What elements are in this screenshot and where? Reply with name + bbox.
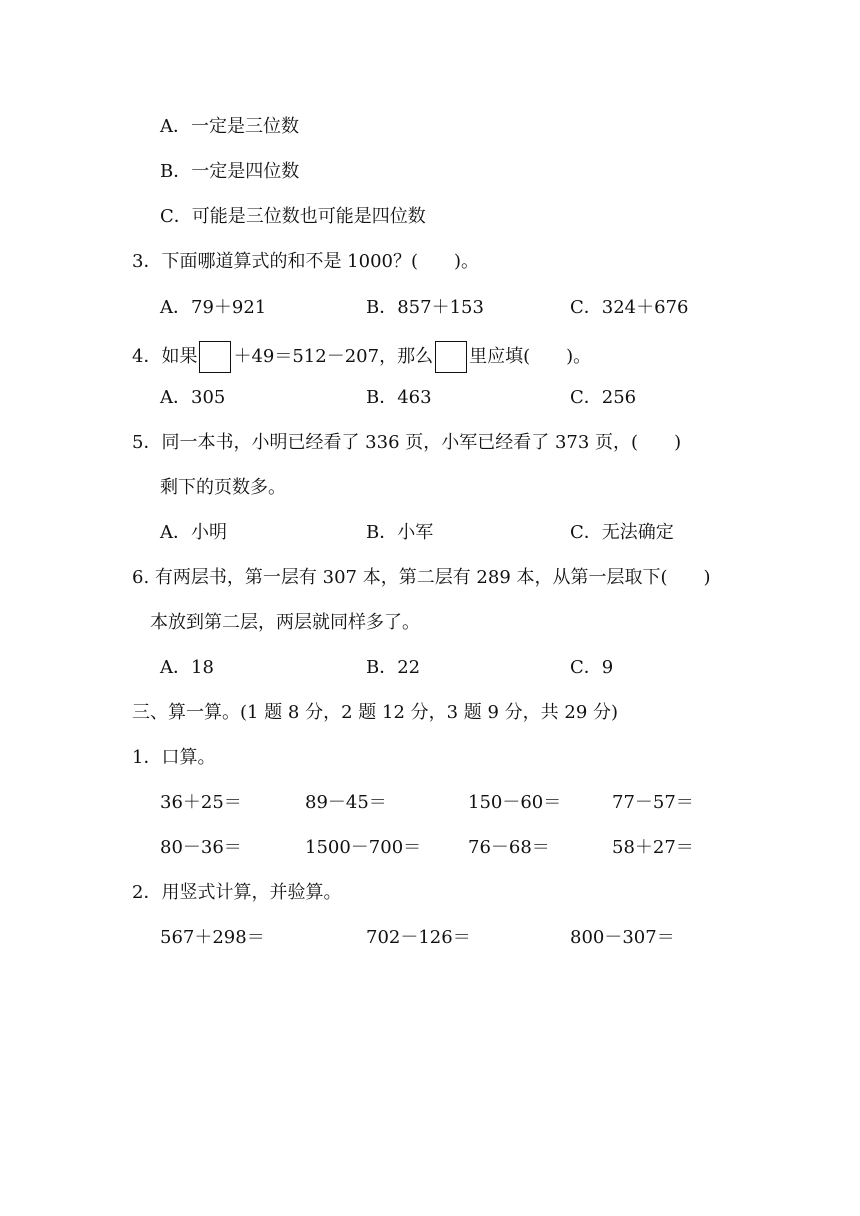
q2-option-b: B．一定是四位数 xyxy=(160,161,300,182)
q5-option-c: C．无法确定 xyxy=(570,522,674,543)
q4-stem-pre: 4．如果 xyxy=(132,346,198,367)
section-3-heading: 三、算一算。(1 题 8 分，2 题 12 分，3 题 9 分，共 29 分) xyxy=(132,702,619,723)
q3-option-b: B．857＋153 xyxy=(366,297,484,318)
q4-stem-post: 里应填( )。 xyxy=(469,346,592,367)
q6-stem-line1: 6. 有两层书，第一层有 307 本，第二层有 289 本，从第一层取下( ) xyxy=(132,567,711,588)
q5-stem-line2: 剩下的页数多。 xyxy=(160,477,286,498)
q4-option-b: B．463 xyxy=(366,387,432,408)
answer-box xyxy=(199,341,231,373)
q3-stem: 3．下面哪道算式的和不是 1000？( )。 xyxy=(132,251,480,272)
oral-calc-title: 1．口算。 xyxy=(132,747,216,768)
vertical-calc-item: 567＋298＝ xyxy=(160,927,265,948)
q2-option-a: A．一定是三位数 xyxy=(160,116,299,137)
q6-option-a: A．18 xyxy=(160,657,214,678)
q3-option-a: A．79＋921 xyxy=(160,297,267,318)
oral-calc-item: 150－60＝ xyxy=(468,792,562,813)
q6-option-b: B．22 xyxy=(366,657,421,678)
oral-calc-item: 36＋25＝ xyxy=(160,792,242,813)
q5-stem-line1: 5．同一本书，小明已经看了 336 页，小军已经看了 373 页，( ) xyxy=(132,432,682,453)
q5-option-b: B．小军 xyxy=(366,522,434,543)
answer-box xyxy=(435,341,467,373)
q4-option-c: C．256 xyxy=(570,387,637,408)
q2-option-c: C．可能是三位数也可能是四位数 xyxy=(160,206,426,227)
oral-calc-item: 76－68＝ xyxy=(468,837,550,858)
q4-option-a: A．305 xyxy=(160,387,226,408)
oral-calc-item: 80－36＝ xyxy=(160,837,242,858)
oral-calc-item: 1500－700＝ xyxy=(305,837,422,858)
oral-calc-item: 77－57＝ xyxy=(612,792,694,813)
vertical-calc-title: 2．用竖式计算，并验算。 xyxy=(132,882,342,903)
q5-option-a: A．小明 xyxy=(160,522,227,543)
vertical-calc-item: 800－307＝ xyxy=(570,927,675,948)
oral-calc-item: 58＋27＝ xyxy=(612,837,694,858)
q4-stem xyxy=(132,341,591,373)
q3-option-c: C．324＋676 xyxy=(570,297,689,318)
vertical-calc-item: 702－126＝ xyxy=(366,927,471,948)
q6-stem-line2: 本放到第二层，两层就同样多了。 xyxy=(150,612,420,633)
q4-stem-mid: ＋49＝512－207，那么 xyxy=(233,346,434,367)
q6-option-c: C．9 xyxy=(570,657,614,678)
oral-calc-item: 89－45＝ xyxy=(305,792,387,813)
